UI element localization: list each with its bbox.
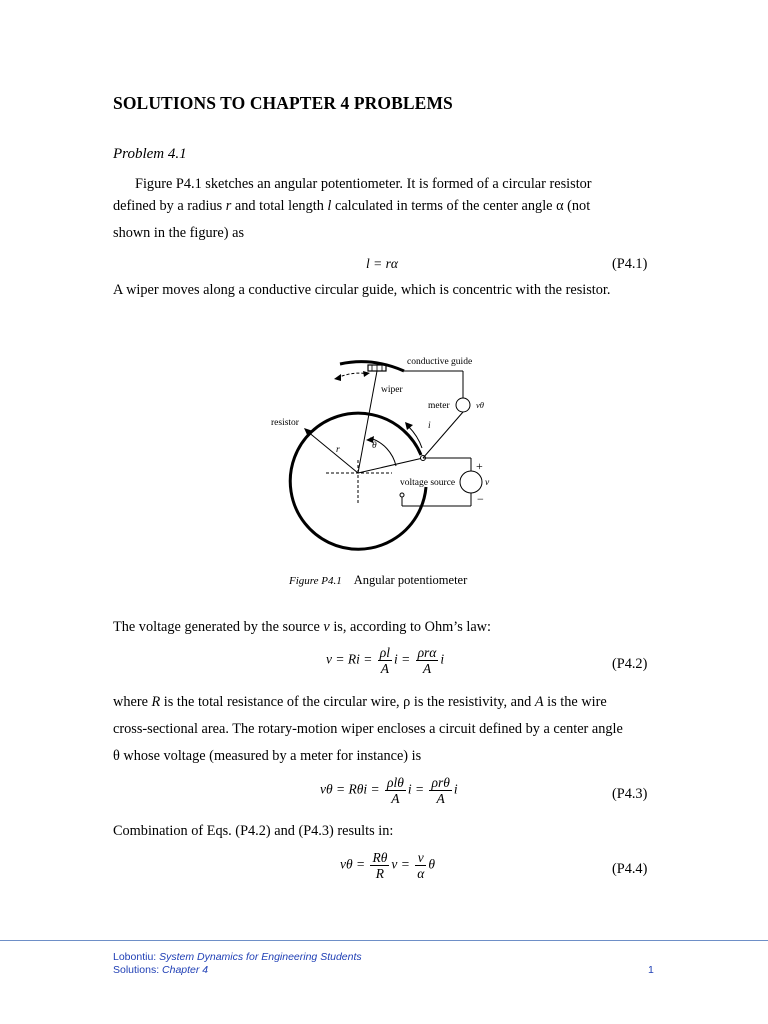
wiper-arm <box>358 371 377 473</box>
page-number: 1 <box>648 964 654 976</box>
meter-symbol <box>456 398 470 412</box>
label-resistor: resistor <box>271 418 299 428</box>
label-v: v <box>485 478 490 488</box>
footer-book-line: Lobontiu: System Dynamics for Engineering Students <box>113 951 362 963</box>
label-i: i <box>428 421 431 431</box>
equation-number-p4-1: (P4.1) <box>612 256 648 272</box>
paragraph-ohms-law: The voltage generated by the source v is, according to Ohm’s law: <box>113 619 491 635</box>
paragraph-intro-line3: shown in the figure) as <box>113 225 245 241</box>
label-plus: + <box>476 459 483 473</box>
label-conductive-guide: conductive guide <box>407 357 473 367</box>
paragraph-wiper: A wiper moves along a conductive circular guide, which is concentric with the resistor. <box>113 282 611 298</box>
paragraph-where-line3: θ whose voltage (measured by a meter for instance) is <box>113 748 422 764</box>
voltage-source-symbol <box>460 471 482 493</box>
label-voltage-source: voltage source <box>400 478 456 488</box>
problem-heading: Problem 4.1 <box>113 146 187 162</box>
label-v-theta: vθ <box>476 400 484 410</box>
paragraph-intro-line2: defined by a radius r and total length l calculated in terms of the center angle α (not <box>113 198 591 214</box>
angular-potentiometer-figure <box>250 345 520 565</box>
label-minus: − <box>477 492 484 506</box>
radius-line <box>307 431 358 473</box>
footer-chapter-line: Solutions: Chapter 4 <box>113 964 209 976</box>
wiper-motion-arrow <box>337 373 368 378</box>
equation-number-p4-2: (P4.2) <box>612 656 648 672</box>
equation-p4-3: vθ = Rθi = $\frac{\text{ρlθ}}{A}$ i = $\frac{\text{ρrθ}}{A}$ i <box>320 775 458 806</box>
paragraph-combination: Combination of Eqs. (P4.2) and (P4.3) results in: <box>113 823 394 839</box>
equation-p4-4: vθ = $\frac{R\theta}{R}$ v = $\frac{v}{\alpha}$ θ <box>340 850 435 881</box>
figure-caption: Figure P4.1 Angular potentiometer <box>289 573 468 587</box>
equation-p4-2: v = Ri = $\frac{\rho l}{A}$ i = $\frac{\text{ρrα}}{A}$ i <box>326 645 445 676</box>
paragraph-where-line2: cross-sectional area. The rotary-motion wiper encloses a circuit defined by a center angle <box>113 721 623 737</box>
page-title: SOLUTIONS TO CHAPTER 4 PROBLEMS <box>113 93 453 113</box>
label-meter: meter <box>428 401 450 411</box>
paragraph-where-line1: where R is the total resistance of the circular wire, ρ is the resistivity, and A is the wire <box>113 694 607 710</box>
equation-number-p4-3: (P4.3) <box>612 786 648 802</box>
label-r: r <box>336 445 340 455</box>
footer-divider <box>0 940 768 941</box>
label-theta: θ <box>372 441 377 451</box>
equation-number-p4-4: (P4.4) <box>612 861 648 877</box>
equation-p4-1: l = rα <box>366 256 398 271</box>
label-wiper: wiper <box>381 385 403 395</box>
paragraph-intro-line1: Figure P4.1 sketches an angular potentiometer. It is formed of a circular resistor <box>135 176 592 192</box>
